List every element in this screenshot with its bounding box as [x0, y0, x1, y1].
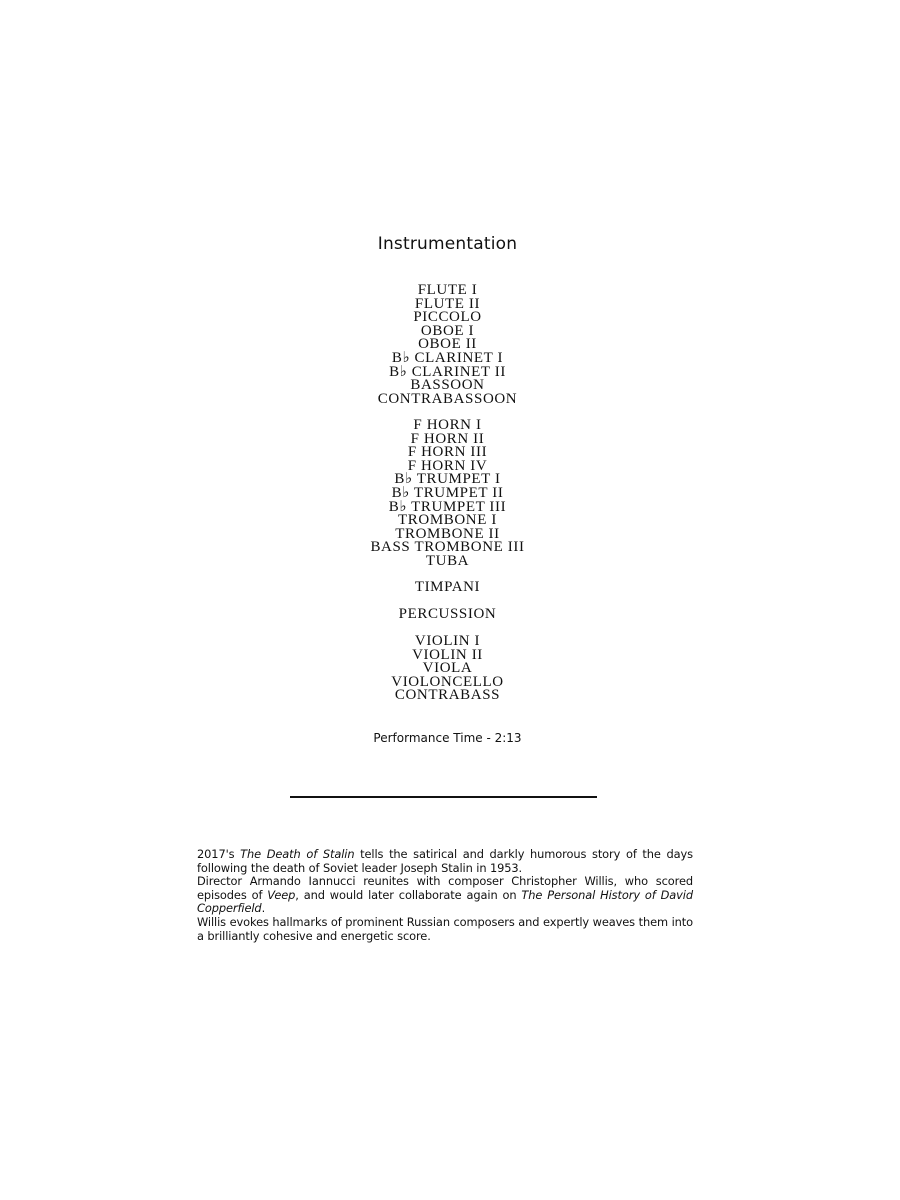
instrument-item: B♭ CLARINET I — [391, 349, 504, 366]
instrument-item: OBOE II — [418, 336, 477, 353]
instrument-item: BASSOON — [410, 377, 485, 394]
description-text: tells the satirical and darkly humorous story of the days following the death of Soviet leader Joseph Stalin in 1953. — [197, 847, 693, 875]
description-text: 2017's — [197, 847, 241, 861]
instrument-item: TROMBONE I — [398, 512, 497, 529]
film-title: The Personal History of David Copperfield — [197, 887, 693, 916]
description-text: Willis evokes hallmarks of prominent Russian composers and expertly weaves them into a brilliantly cohesive and energetic score. — [197, 914, 693, 943]
description-paragraph — [197, 916, 693, 943]
show-title: Veep — [267, 887, 296, 902]
instrument-item: CONTRABASSOON — [377, 390, 518, 407]
instrument-item: F HORN II — [410, 430, 485, 447]
instrument-item: FLUTE II — [414, 295, 481, 312]
strings-list — [0, 635, 895, 703]
instrument-item: F HORN IV — [407, 457, 488, 474]
performance-time: Performance Time - 2:13 — [373, 731, 522, 745]
instrument-item: B♭ TRUMPET II — [391, 484, 504, 501]
description-text: . — [261, 901, 266, 916]
instrument-item: B♭ CLARINET II — [389, 363, 506, 380]
instrument-item: B♭ TRUMPET III — [388, 498, 507, 515]
description-text: , and would later collaborate again on — [295, 887, 522, 902]
description-text: Director Armando Iannucci reunites with composer Christopher Willis, who scored episodes of — [197, 874, 693, 902]
instrument-item: PICCOLO — [413, 309, 482, 326]
timpani-label: TIMPANI — [414, 579, 481, 595]
instrument-item: OBOE I — [420, 322, 475, 339]
instrument-item: TUBA — [425, 552, 470, 569]
brass-list — [0, 419, 895, 569]
instrument-item: B♭ TRUMPET I — [394, 471, 501, 488]
description-paragraph — [197, 848, 693, 875]
description-paragraph — [197, 875, 693, 916]
instrument-item: VIOLA — [422, 660, 473, 677]
percussion-label: PERCUSSION — [398, 606, 497, 622]
instrument-item: VIOLIN I — [414, 633, 481, 649]
instrument-item: BASS TROMBONE III — [370, 539, 525, 556]
instrument-item: F HORN III — [407, 444, 488, 461]
instrument-item: FLUTE I — [417, 282, 478, 298]
film-title: The Death of Stalin — [240, 847, 355, 861]
instrument-item: F HORN I — [413, 417, 482, 433]
divider — [290, 796, 597, 798]
instrument-item: CONTRABASS — [394, 687, 501, 704]
woodwinds-list — [0, 284, 895, 406]
description — [197, 848, 693, 943]
instrument-item: VIOLONCELLO — [391, 673, 504, 690]
instrument-item: VIOLIN II — [412, 646, 483, 663]
instrument-item: TROMBONE II — [395, 525, 500, 542]
page-title: Instrumentation — [377, 234, 518, 254]
